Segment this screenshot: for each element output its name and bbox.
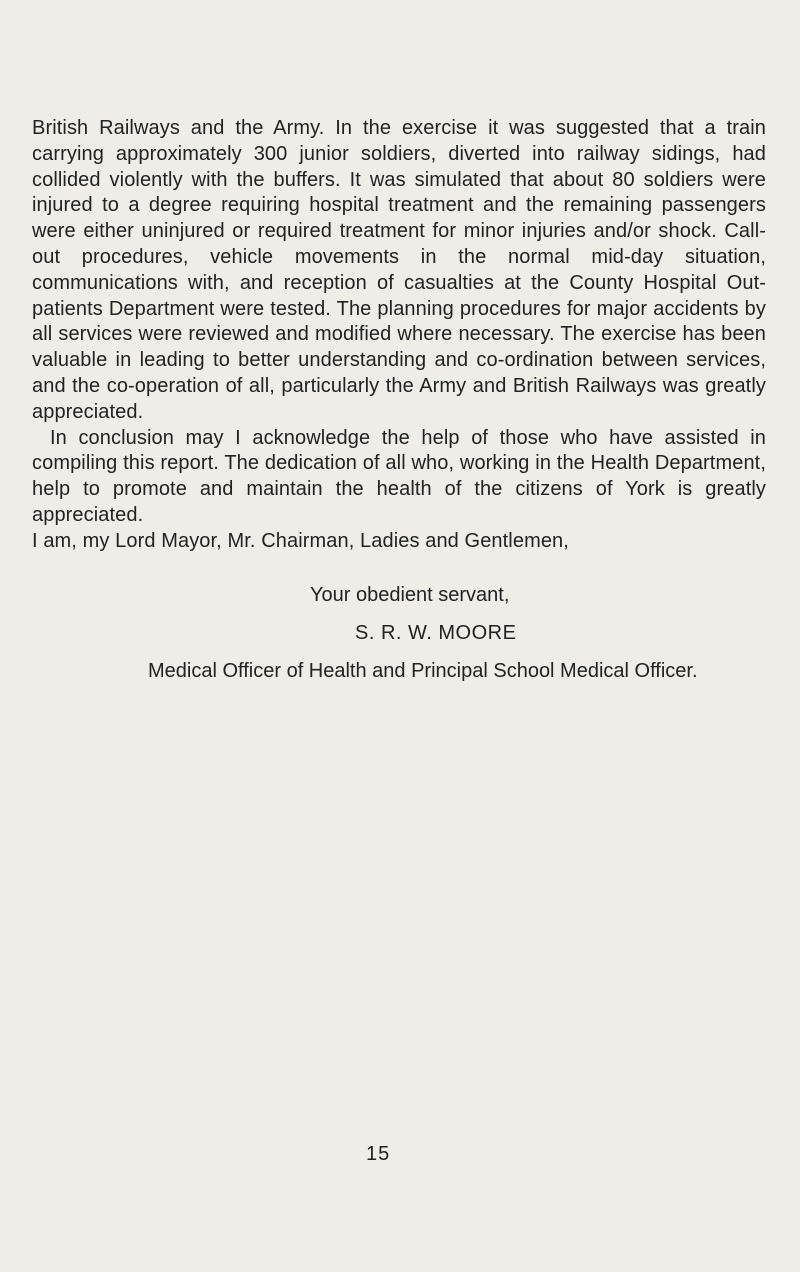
signatory-name: S. R. W. MOORE — [355, 622, 517, 644]
valediction: Your obedient servant, — [310, 584, 510, 606]
salutation: I am, my Lord Mayor, Mr. Chairman, Ladies and Gentlemen, — [32, 529, 569, 552]
page-number: 15 — [366, 1143, 391, 1165]
body-text — [32, 116, 766, 555]
paragraph-conclusion: In conclusion may I acknowledge the help of those who have assisted in compiling this report. The dedication of all who, working in the Health Department, help to promote and maintain the health of the citizens of York is greatly appreciated. — [32, 426, 766, 526]
paragraph-exercise-report: British Railways and the Army. In the exercise it was suggested that a train carrying approximately 300 junior soldiers, diverted into railway sidings, had collided violently with the buffers. It was simulated that about 80 soldiers were injured to a degree requiring hospital treatment and the remaining passengers were either uninjured or required treatment for minor injuries and/or shock. Call-out procedures, vehicle movements in the normal mid-day situation, communications with, and reception of casualties at the County Hospital Out-patients Department were tested. The planning procedures for major accidents by all services were reviewed and modified where necessary. The exercise has been valuable in leading to better understanding and co-ordination between services, and the co-operation of all, particularly the Army and British Railways was greatly appreciated. — [32, 117, 766, 423]
signatory-title: Medical Officer of Health and Principal School Medical Officer. — [148, 660, 698, 682]
